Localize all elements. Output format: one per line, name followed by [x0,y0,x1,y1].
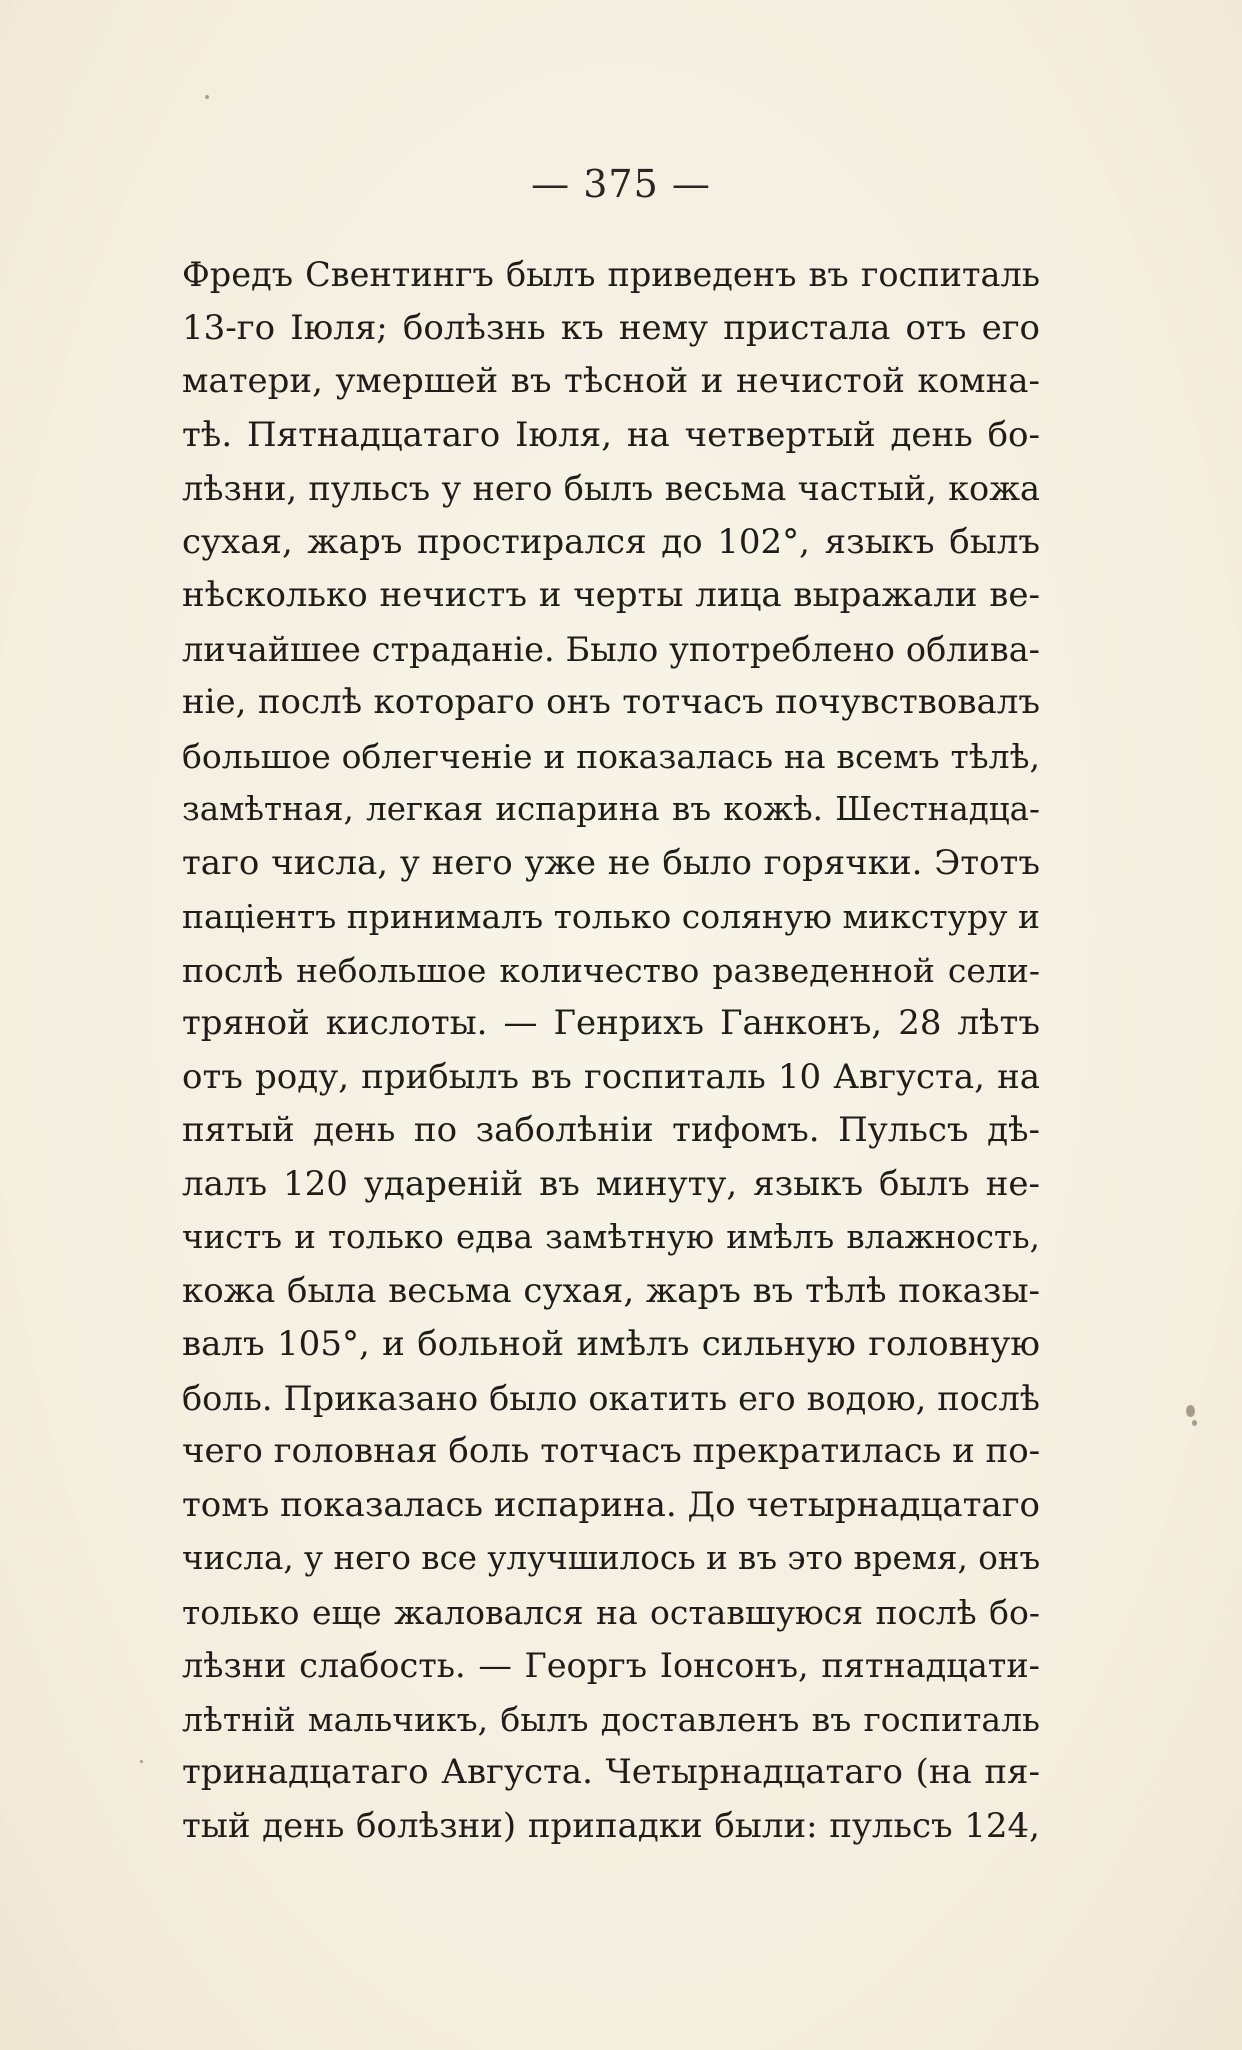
text-line: тѣ. Пятнадцатаго Іюля, на четвертый день бо- [182,414,1040,455]
text-line: лѣзни слабость. — Георгъ Іонсонъ, пятнадцати- [182,1646,1040,1685]
text-line: тряной кислоты. — Генрихъ Ганконъ, 28 лѣтъ [182,1003,1040,1043]
text-line: сухая, жаръ простирался до 102°, языкъ былъ [182,521,1040,562]
text-line: лѣтній мальчикъ, былъ доставленъ въ госпиталь [182,1699,1040,1739]
text-line: личайшее страданіе. Было употреблено облива- [182,629,1040,669]
paper-speck [140,1760,143,1763]
text-line: 13-го Іюля; болѣзнь къ нему пристала отъ его [182,307,1040,348]
paper-speck [205,95,209,99]
text-line: послѣ небольшое количество разведенной сели- [182,950,1040,990]
text-line: боль. Приказано было окатить его водою, послѣ [182,1378,1040,1418]
page-number: — 375 — [531,162,711,206]
text-line: ніе, послѣ котораго онъ тотчасъ почувствовалъ [182,682,1040,722]
text-line: только еще жаловался на оставшуюся послѣ бо- [182,1592,1040,1632]
text-line: тринадцатаго Августа. Четырнадцатаго (на пя- [182,1752,1040,1792]
text-line: большое облегченіе и показалась на всемъ тѣлѣ, [182,736,1040,776]
text-line: числа, у него все улучшилось и въ это время, онъ [182,1539,1040,1577]
body-text [182,248,1040,1853]
text-line: чистъ и только едва замѣтную имѣлъ влажность, [182,1218,1040,1256]
text-line: томъ показалась испарина. До четырнадцатаго [182,1484,1040,1525]
text-line: замѣтная, легкая испарина въ кожѣ. Шестнадца- [182,790,1040,828]
paper-speck [1186,1405,1195,1417]
text-line: матери, умершей въ тѣсной и нечистой комна- [182,361,1040,401]
text-line: пятый день по заболѣніи тифомъ. Пульсъ дѣ- [182,1110,1040,1150]
text-line: лѣзни, пульсъ у него былъ весьма частый, кожа [182,469,1040,508]
text-line: таго числа, у него уже не было горячки. Этотъ [182,842,1040,883]
text-line: валъ 105°, и больной имѣлъ сильную головную [182,1324,1040,1364]
text-line: лалъ 120 ударенiй въ минуту, языкъ былъ не- [182,1163,1040,1204]
text-line: нѣсколько нечистъ и черты лица выражали ве- [182,575,1040,615]
text-line: паціентъ принималъ только соляную микстуру и [182,897,1040,936]
text-line: кожа была весьма сухая, жаръ въ тѣлѣ показы- [182,1270,1040,1311]
paper-speck [1192,1420,1197,1426]
text-line: тый день болѣзни) припадки были: пульсъ 124, [182,1805,1040,1846]
text-line: отъ роду, прибылъ въ госпиталь 10 Августа, на [182,1056,1040,1097]
text-line: чего головная боль тотчасъ прекратилась и по- [182,1431,1040,1471]
text-line: Фредъ Свентингъ былъ приведенъ въ госпиталь [182,255,1040,294]
